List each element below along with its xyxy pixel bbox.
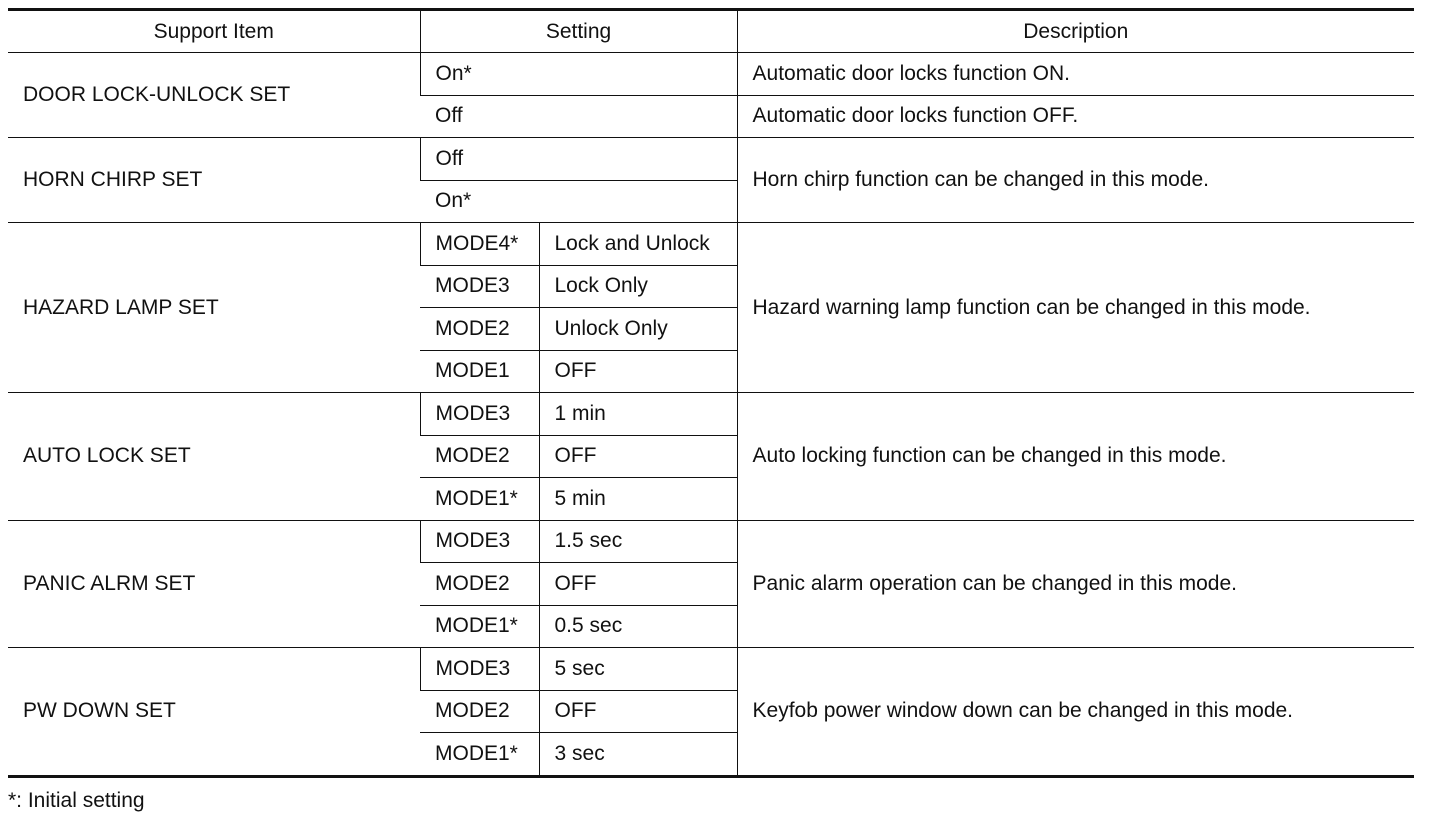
setting-mode-cell: MODE4*: [420, 223, 539, 266]
table-row: [8, 520, 1414, 563]
header-setting: Setting: [420, 10, 737, 53]
document: [8, 8, 1414, 778]
setting-value-cell: OFF: [539, 350, 737, 393]
description-cell: Automatic door locks function OFF.: [737, 95, 1414, 138]
setting-value-cell: 1 min: [539, 393, 737, 436]
table-row: [8, 648, 1414, 691]
setting-mode-cell: Off: [420, 95, 737, 138]
setting-value-cell: Unlock Only: [539, 308, 737, 351]
description-cell: Horn chirp function can be changed in this mode.: [737, 138, 1414, 223]
table-row: [8, 138, 1414, 181]
support-item-cell: DOOR LOCK-UNLOCK SET: [8, 53, 420, 138]
setting-mode-cell: MODE1*: [420, 733, 539, 777]
setting-mode-cell: MODE1: [420, 350, 539, 393]
setting-value-cell: Lock and Unlock: [539, 223, 737, 266]
support-item-cell: HORN CHIRP SET: [8, 138, 420, 223]
header-support-item: Support Item: [8, 10, 420, 53]
table-body: [8, 53, 1414, 777]
support-item-cell: PW DOWN SET: [8, 648, 420, 777]
description-cell: Automatic door locks function ON.: [737, 53, 1414, 96]
setting-value-cell: OFF: [539, 690, 737, 733]
header-description: Description: [737, 10, 1414, 53]
setting-value-cell: Lock Only: [539, 265, 737, 308]
description-cell: Hazard warning lamp function can be changed in this mode.: [737, 223, 1414, 393]
description-cell: Auto locking function can be changed in this mode.: [737, 393, 1414, 521]
setting-value-cell: 3 sec: [539, 733, 737, 777]
footnote: *: Initial setting: [8, 789, 145, 812]
setting-mode-cell: MODE3: [420, 393, 539, 436]
setting-mode-cell: On*: [420, 53, 737, 96]
description-cell: Keyfob power window down can be changed in this mode.: [737, 648, 1414, 777]
support-item-cell: HAZARD LAMP SET: [8, 223, 420, 393]
setting-mode-cell: MODE2: [420, 690, 539, 733]
description-cell: Panic alarm operation can be changed in this mode.: [737, 520, 1414, 648]
setting-value-cell: 1.5 sec: [539, 520, 737, 563]
table-row: [8, 53, 1414, 96]
setting-mode-cell: On*: [420, 180, 737, 223]
setting-value-cell: OFF: [539, 435, 737, 478]
setting-value-cell: 0.5 sec: [539, 605, 737, 648]
setting-mode-cell: MODE1*: [420, 605, 539, 648]
setting-mode-cell: MODE3: [420, 265, 539, 308]
setting-mode-cell: MODE2: [420, 308, 539, 351]
setting-mode-cell: MODE1*: [420, 478, 539, 521]
setting-value-cell: OFF: [539, 563, 737, 606]
table-row: [8, 393, 1414, 436]
setting-value-cell: 5 sec: [539, 648, 737, 691]
setting-mode-cell: MODE3: [420, 520, 539, 563]
setting-mode-cell: Off: [420, 138, 737, 181]
support-item-cell: AUTO LOCK SET: [8, 393, 420, 521]
setting-value-cell: 5 min: [539, 478, 737, 521]
setting-mode-cell: MODE2: [420, 435, 539, 478]
setting-mode-cell: MODE2: [420, 563, 539, 606]
support-item-table: [8, 8, 1414, 778]
setting-mode-cell: MODE3: [420, 648, 539, 691]
support-item-cell: PANIC ALRM SET: [8, 520, 420, 648]
header-row: [8, 10, 1414, 53]
table-row: [8, 223, 1414, 266]
